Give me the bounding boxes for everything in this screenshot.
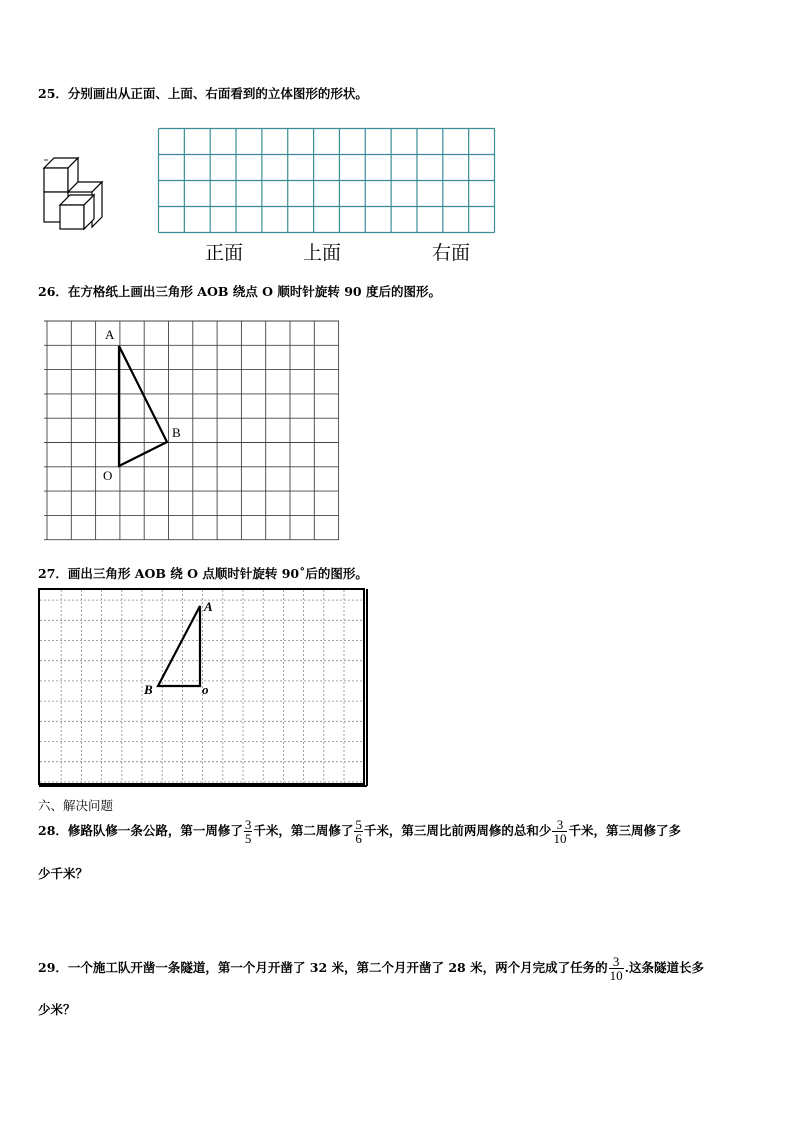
label-right-view: 右面 — [432, 242, 471, 264]
fraction-3-10: $\frac{3}{10}$ — [553, 817, 567, 846]
fraction-5-6: $\frac{5}{6}$ — [355, 817, 362, 846]
question-29 — [38, 955, 704, 982]
fraction-3-10-b: $\frac{3}{10}$ — [609, 954, 623, 983]
point-label-b2: B — [144, 682, 153, 697]
q25-grid[interactable] — [158, 128, 495, 233]
q28-text-4: 千米，第三周修了多 — [568, 823, 681, 838]
section-title: 六、解决问题 — [38, 798, 114, 813]
q27-grid[interactable] — [38, 588, 370, 788]
q28-text-3: 千米，第三周比前两周修的总和少 — [363, 823, 552, 838]
label-top-view: 上面 — [303, 242, 342, 264]
point-label-o2: o — [202, 682, 209, 697]
q28-line-2: 少千米？ — [38, 866, 89, 881]
fraction-3-5: $\frac{3}{5}$ — [244, 817, 252, 846]
point-label-b: B — [172, 425, 181, 440]
label-front-view: 正面 — [205, 242, 244, 264]
cube-stack-figure — [38, 155, 110, 235]
question-28 — [38, 818, 681, 845]
q29-text-1: 29．一个施工队开凿一条隧道，第一个月开凿了 32 米，第二个月开凿了 28 米，两个月完成了任务的 — [38, 960, 608, 975]
point-label-a2: A — [204, 599, 213, 614]
question-27-text: 27．画出三角形 AOB 绕 O 点顺时针旋转 90˚后的图形。 — [38, 566, 368, 581]
question-26-text: 26．在方格纸上画出三角形 AOB 绕点 O 顺时针旋转 90 度后的图形。 — [38, 284, 441, 299]
q29-line-2: 少米？ — [38, 1002, 76, 1017]
point-label-a: A — [105, 327, 115, 342]
q28-text-2: 千米，第二周修了 — [253, 823, 354, 838]
q28-text-1: 28．修路队修一条公路，第一周修了 — [38, 823, 243, 838]
triangle-aob-2 — [158, 606, 200, 686]
question-25-text: 25．分别画出从正面、上面、右面看到的立体图形的形状。 — [38, 86, 368, 101]
triangle-aob — [119, 346, 167, 466]
q29-text-2: .这条隧道长多 — [624, 960, 704, 975]
point-label-o: O — [103, 468, 113, 483]
q26-grid[interactable] — [44, 320, 342, 540]
